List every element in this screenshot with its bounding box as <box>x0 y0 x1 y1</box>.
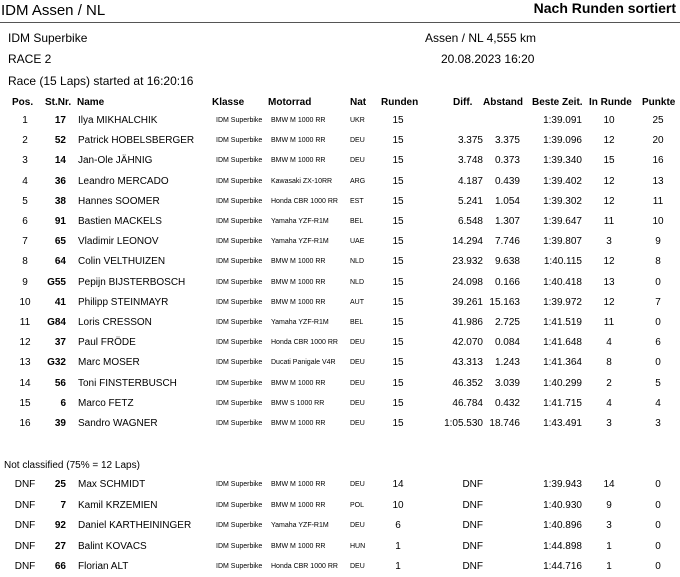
cell-pos: DNF <box>14 520 36 531</box>
cell-best: 1:39.972 <box>543 296 582 308</box>
cell-bike: BMW M 1000 RR <box>271 278 326 286</box>
col-inrunde: In Runde <box>589 97 632 108</box>
cell-best: 1:41.715 <box>543 397 582 409</box>
cell-lap: 11 <box>603 317 615 328</box>
cell-nat: NLD <box>350 278 365 286</box>
cell-stnr: 39 <box>54 418 66 429</box>
cell-lap: 12 <box>603 296 615 308</box>
cell-pos: DNF <box>14 479 36 490</box>
table-row <box>0 192 680 212</box>
cell-nat: NLD <box>350 258 365 266</box>
cell-klasse: IDM Superbike <box>216 177 263 185</box>
cell-stnr: 66 <box>54 561 66 572</box>
cell-diff: DNF <box>462 561 483 572</box>
cell-pos: 9 <box>22 276 28 288</box>
cell-best: 1:39.647 <box>543 216 582 227</box>
cell-diff: 3.375 <box>457 135 483 147</box>
cell-pts: 7 <box>655 296 661 308</box>
cell-bike: BMW M 1000 RR <box>271 298 326 306</box>
cell-name: Florian ALT <box>78 561 129 572</box>
cell-pos: 4 <box>22 175 28 187</box>
table-row <box>0 516 680 536</box>
cell-lap: 9 <box>606 499 612 511</box>
cell-laps: 15 <box>392 296 404 308</box>
cell-laps: 15 <box>392 256 404 268</box>
cell-bike: Ducati Panigale V4R <box>271 359 336 367</box>
col-stnr: St.Nr. <box>45 97 72 108</box>
cell-pos: 12 <box>19 337 31 349</box>
track-info: Assen / NL 4,555 km <box>425 31 536 45</box>
cell-stnr: 36 <box>54 175 66 187</box>
cell-gap: 18.746 <box>489 418 520 429</box>
cell-lap: 12 <box>603 195 615 207</box>
cell-pts: 3 <box>655 418 661 429</box>
cell-gap: 0.166 <box>494 276 520 288</box>
cell-name: Toni FINSTERBUSCH <box>78 377 177 389</box>
table-row <box>0 333 680 353</box>
col-diff: Diff. <box>453 97 473 108</box>
col-nat: Nat <box>350 97 367 108</box>
cell-pts: 9 <box>655 236 661 248</box>
table-row <box>0 252 680 272</box>
cell-laps: 15 <box>392 155 404 167</box>
cell-laps: 15 <box>392 135 404 147</box>
title-divider <box>0 22 680 23</box>
cell-lap: 11 <box>603 216 615 227</box>
cell-diff: DNF <box>462 499 483 511</box>
cell-gap: 9.638 <box>494 256 520 268</box>
cell-laps: 10 <box>392 499 404 511</box>
table-row <box>0 394 680 414</box>
cell-klasse: IDM Superbike <box>216 218 263 225</box>
cell-name: Vladimir LEONOV <box>78 236 159 248</box>
cell-diff: 39.261 <box>452 296 483 308</box>
cell-diff: 43.313 <box>452 357 483 369</box>
cell-name: Pepijn BIJSTERBOSCH <box>78 276 186 288</box>
cell-gap: 1.243 <box>494 357 520 369</box>
cell-laps: 1 <box>395 561 401 572</box>
cell-klasse: IDM Superbike <box>216 359 263 367</box>
table-row <box>0 313 680 333</box>
cell-best: 1:39.091 <box>543 115 582 126</box>
cell-gap: 7.746 <box>494 236 520 248</box>
cell-nat: HUN <box>350 542 366 550</box>
col-punkte: Punkte <box>642 97 676 108</box>
sort-label: Nach Runden sortiert <box>533 0 676 16</box>
cell-bike: BMW S 1000 RR <box>271 399 325 407</box>
cell-pos: 5 <box>22 195 28 207</box>
cell-name: Balint KOVACS <box>78 540 147 552</box>
cell-bike: BMW M 1000 RR <box>271 117 326 124</box>
cell-pts: 4 <box>655 397 661 409</box>
cell-klasse: IDM Superbike <box>216 157 263 165</box>
cell-diff: 41.986 <box>452 317 483 328</box>
cell-laps: 15 <box>392 377 404 389</box>
cell-gap: 3.039 <box>494 377 520 389</box>
cell-laps: 15 <box>392 397 404 409</box>
cell-stnr: 38 <box>54 195 66 207</box>
cell-klasse: IDM Superbike <box>216 339 263 347</box>
cell-klasse: IDM Superbike <box>216 379 263 387</box>
cell-laps: 6 <box>395 520 401 531</box>
table-row <box>0 273 680 293</box>
cell-lap: 13 <box>603 276 615 288</box>
cell-name: Hannes SOOMER <box>78 195 160 207</box>
cell-lap: 3 <box>606 236 612 248</box>
not-classified-label: Not classified (75% = 12 Laps) <box>4 460 140 471</box>
cell-pts: 0 <box>655 540 661 552</box>
cell-diff: 5.241 <box>457 195 483 207</box>
cell-klasse: IDM Superbike <box>216 542 263 550</box>
cell-laps: 15 <box>392 236 404 248</box>
cell-name: Sandro WAGNER <box>78 418 158 429</box>
cell-bike: Honda CBR 1000 RR <box>271 563 338 570</box>
cell-gap: 0.439 <box>494 175 520 187</box>
cell-bike: BMW M 1000 RR <box>271 258 326 266</box>
race-info: Race (15 Laps) started at 16:20:16 <box>8 74 194 88</box>
cell-pos: 2 <box>22 135 28 147</box>
cell-nat: DEU <box>350 339 365 347</box>
cell-best: 1:40.896 <box>543 520 582 531</box>
cell-laps: 15 <box>392 276 404 288</box>
title-bar <box>0 0 680 22</box>
cell-name: Ilya MIKHALCHIK <box>78 115 158 126</box>
cell-stnr: G55 <box>47 276 66 288</box>
cell-klasse: IDM Superbike <box>216 563 263 570</box>
cell-pts: 16 <box>652 155 664 167</box>
cell-pts: 0 <box>655 499 661 511</box>
cell-pts: 11 <box>652 195 664 207</box>
cell-lap: 1 <box>606 540 612 552</box>
cell-stnr: 65 <box>54 236 66 248</box>
cell-gap: 0.432 <box>494 397 520 409</box>
cell-klasse: IDM Superbike <box>216 278 263 286</box>
cell-diff: 46.784 <box>452 397 483 409</box>
cell-pos: 14 <box>19 377 31 389</box>
cell-nat: DEU <box>350 157 365 165</box>
col-abstand: Abstand <box>483 97 523 108</box>
table-row <box>0 353 680 373</box>
cell-lap: 8 <box>606 357 612 369</box>
cell-laps: 15 <box>392 115 404 126</box>
cell-bike: BMW M 1000 RR <box>271 542 326 550</box>
col-klasse: Klasse <box>212 97 245 108</box>
cell-name: Marc MOSER <box>78 357 140 369</box>
cell-stnr: 92 <box>54 520 66 531</box>
cell-stnr: 6 <box>60 397 66 409</box>
cell-diff: 4.187 <box>457 175 483 187</box>
cell-stnr: G84 <box>47 317 66 328</box>
cell-best: 1:39.402 <box>543 175 582 187</box>
cell-pts: 13 <box>652 175 664 187</box>
cell-lap: 3 <box>606 418 612 429</box>
cell-bike: BMW M 1000 RR <box>271 157 326 165</box>
cell-best: 1:39.807 <box>543 236 582 248</box>
cell-best: 1:41.364 <box>543 357 582 369</box>
cell-best: 1:43.491 <box>543 418 582 429</box>
cell-pts: 0 <box>655 357 661 369</box>
cell-pts: 5 <box>655 377 661 389</box>
series-name: IDM Superbike <box>8 31 88 45</box>
cell-stnr: 52 <box>54 135 66 147</box>
cell-name: Bastien MACKELS <box>78 216 162 227</box>
cell-pos: 13 <box>19 357 31 369</box>
cell-lap: 14 <box>603 479 615 490</box>
cell-stnr: 37 <box>54 337 66 349</box>
cell-gap: 15.163 <box>489 296 520 308</box>
cell-best: 1:41.519 <box>543 317 582 328</box>
cell-nat: AUT <box>350 298 364 306</box>
col-pos: Pos. <box>12 97 34 108</box>
cell-best: 1:39.096 <box>543 135 582 147</box>
cell-lap: 10 <box>603 115 615 126</box>
cell-diff: 3.748 <box>457 155 483 167</box>
cell-klasse: IDM Superbike <box>216 522 263 529</box>
cell-name: Paul FRÖDE <box>78 337 136 349</box>
cell-name: Loris CRESSON <box>78 317 152 328</box>
cell-nat: BEL <box>350 319 364 326</box>
cell-name: Jan-Ole JÄHNIG <box>78 155 153 167</box>
cell-pts: 6 <box>655 337 661 349</box>
cell-bike: BMW M 1000 RR <box>271 501 326 509</box>
cell-bike: Yamaha YZF-R1M <box>271 522 329 529</box>
cell-lap: 4 <box>606 397 612 409</box>
col-runden: Runden <box>381 97 419 108</box>
cell-nat: DEU <box>350 522 365 529</box>
cell-name: Patrick HOBELSBERGER <box>78 135 195 147</box>
cell-pos: 7 <box>22 236 28 248</box>
cell-pts: 8 <box>655 256 661 268</box>
table-row <box>0 111 680 131</box>
cell-laps: 14 <box>392 479 404 490</box>
cell-best: 1:40.115 <box>543 256 582 268</box>
cell-pos: 6 <box>22 216 28 227</box>
cell-pts: 20 <box>652 135 664 147</box>
cell-klasse: IDM Superbike <box>216 298 263 306</box>
cell-pts: 0 <box>655 520 661 531</box>
cell-pts: 0 <box>655 276 661 288</box>
table-row <box>0 475 680 495</box>
table-row <box>0 293 680 313</box>
cell-gap: 1.054 <box>494 195 520 207</box>
cell-bike: BMW M 1000 RR <box>271 379 326 387</box>
cell-best: 1:39.943 <box>543 479 582 490</box>
cell-klasse: IDM Superbike <box>216 481 263 488</box>
cell-lap: 1 <box>606 561 612 572</box>
cell-best: 1:40.299 <box>543 377 582 389</box>
table-row <box>0 172 680 192</box>
cell-laps: 15 <box>392 216 404 227</box>
cell-stnr: 27 <box>54 540 66 552</box>
cell-name: Marco FETZ <box>78 397 134 409</box>
cell-best: 1:44.716 <box>543 561 582 572</box>
col-name: Name <box>77 97 105 108</box>
cell-laps: 15 <box>392 175 404 187</box>
cell-klasse: IDM Superbike <box>216 197 263 205</box>
cell-nat: DEU <box>350 420 365 427</box>
cell-best: 1:39.340 <box>543 155 582 167</box>
table-row <box>0 537 680 557</box>
cell-pos: 11 <box>19 317 31 328</box>
cell-best: 1:40.418 <box>543 276 582 288</box>
cell-stnr: 91 <box>54 216 66 227</box>
cell-pos: 3 <box>22 155 28 167</box>
cell-gap: 0.373 <box>494 155 520 167</box>
cell-best: 1:44.898 <box>543 540 582 552</box>
cell-pos: 16 <box>19 418 31 429</box>
table-row <box>0 212 680 232</box>
cell-nat: DEU <box>350 379 365 387</box>
cell-klasse: IDM Superbike <box>216 501 263 509</box>
cell-pts: 0 <box>655 561 661 572</box>
cell-name: Leandro MERCADO <box>78 175 169 187</box>
cell-stnr: 64 <box>54 256 66 268</box>
cell-diff: 42.070 <box>452 337 483 349</box>
cell-lap: 15 <box>603 155 615 167</box>
cell-stnr: 7 <box>60 499 66 511</box>
race-datetime: 20.08.2023 16:20 <box>441 52 535 66</box>
cell-nat: EST <box>350 197 364 205</box>
page-title: IDM Assen / NL <box>1 2 106 19</box>
cell-nat: DEU <box>350 359 365 367</box>
cell-nat: DEU <box>350 137 365 145</box>
cell-klasse: IDM Superbike <box>216 137 263 145</box>
cell-pts: 0 <box>655 317 661 328</box>
cell-pos: 1 <box>22 115 28 126</box>
cell-klasse: IDM Superbike <box>216 238 263 246</box>
table-row <box>0 414 680 434</box>
cell-diff: 46.352 <box>452 377 483 389</box>
cell-name: Max SCHMIDT <box>78 479 146 490</box>
cell-bike: BMW M 1000 RR <box>271 137 326 145</box>
cell-nat: DEU <box>350 563 365 570</box>
cell-nat: DEU <box>350 399 365 407</box>
table-row <box>0 374 680 394</box>
cell-diff: DNF <box>462 520 483 531</box>
cell-lap: 3 <box>606 520 612 531</box>
cell-lap: 12 <box>603 135 615 147</box>
cell-diff: 14.294 <box>452 236 483 248</box>
cell-nat: UAE <box>350 238 365 246</box>
cell-bike: Yamaha YZF-R1M <box>271 238 329 246</box>
cell-nat: DEU <box>350 481 365 488</box>
table-row <box>0 131 680 151</box>
cell-diff: 23.932 <box>452 256 483 268</box>
cell-nat: BEL <box>350 218 364 225</box>
cell-name: Philipp STEINMAYR <box>78 296 169 308</box>
cell-diff: DNF <box>462 479 483 490</box>
cell-pos: DNF <box>14 499 36 511</box>
cell-best: 1:40.930 <box>543 499 582 511</box>
cell-laps: 15 <box>392 317 404 328</box>
cell-laps: 15 <box>392 337 404 349</box>
cell-diff: 6.548 <box>457 216 483 227</box>
cell-diff: 1:05.530 <box>444 418 483 429</box>
cell-nat: ARG <box>350 177 366 185</box>
cell-gap: 2.725 <box>494 317 520 328</box>
cell-bike: Honda CBR 1000 RR <box>271 197 338 205</box>
cell-name: Colin VELTHUIZEN <box>78 256 166 268</box>
cell-stnr: 56 <box>54 377 66 389</box>
cell-gap: 0.084 <box>494 337 520 349</box>
cell-klasse: IDM Superbike <box>216 319 263 326</box>
cell-klasse: IDM Superbike <box>216 117 263 124</box>
col-best: Beste Zeit. <box>532 97 583 108</box>
cell-pos: DNF <box>14 540 36 552</box>
cell-bike: Kawasaki ZX-10RR <box>271 177 333 185</box>
col-motorrad: Motorrad <box>268 97 312 108</box>
cell-pos: DNF <box>14 561 36 572</box>
table-row <box>0 496 680 516</box>
cell-diff: 24.098 <box>452 276 483 288</box>
cell-pos: 10 <box>19 296 31 308</box>
cell-bike: Yamaha YZF-R1M <box>271 319 329 326</box>
cell-best: 1:39.302 <box>543 195 582 207</box>
table-row <box>0 232 680 252</box>
cell-pts: 10 <box>652 216 664 227</box>
cell-klasse: IDM Superbike <box>216 420 263 427</box>
cell-nat: UKR <box>350 117 365 124</box>
cell-laps: 15 <box>392 357 404 369</box>
cell-lap: 2 <box>606 377 612 389</box>
cell-gap: 1.307 <box>494 216 520 227</box>
race-name: RACE 2 <box>8 52 52 66</box>
cell-stnr: 25 <box>54 479 66 490</box>
cell-klasse: IDM Superbike <box>216 258 263 266</box>
cell-stnr: 17 <box>54 115 66 126</box>
table-row <box>0 151 680 171</box>
cell-pos: 8 <box>22 256 28 268</box>
cell-klasse: IDM Superbike <box>216 399 263 407</box>
cell-bike: BMW M 1000 RR <box>271 481 326 488</box>
cell-stnr: G32 <box>47 357 66 369</box>
cell-pos: 15 <box>19 397 31 409</box>
cell-stnr: 41 <box>54 296 66 308</box>
cell-lap: 12 <box>603 175 615 187</box>
cell-lap: 12 <box>603 256 615 268</box>
cell-lap: 4 <box>606 337 612 349</box>
cell-nat: POL <box>350 501 365 509</box>
cell-bike: Honda CBR 1000 RR <box>271 339 338 347</box>
table-row <box>0 557 680 577</box>
cell-bike: Yamaha YZF-R1M <box>271 218 329 225</box>
cell-laps: 1 <box>395 540 401 552</box>
cell-best: 1:41.648 <box>543 337 582 349</box>
cell-laps: 15 <box>392 195 404 207</box>
cell-gap: 3.375 <box>494 135 520 147</box>
cell-name: Kamil KRZEMIEN <box>78 499 158 511</box>
cell-pts: 25 <box>652 115 664 126</box>
cell-pts: 0 <box>655 479 661 490</box>
cell-bike: BMW M 1000 RR <box>271 420 326 427</box>
cell-diff: DNF <box>462 540 483 552</box>
cell-laps: 15 <box>392 418 404 429</box>
cell-name: Daniel KARTHEININGER <box>78 520 192 531</box>
cell-stnr: 14 <box>54 155 66 167</box>
